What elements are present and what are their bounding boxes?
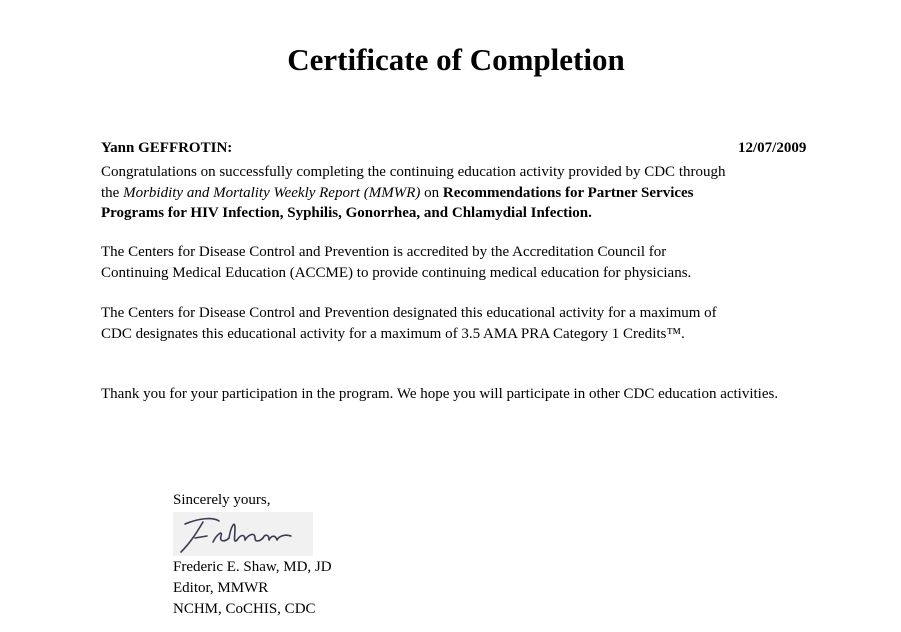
certificate-title: Certificate of Completion [287, 42, 625, 77]
signer-block [173, 557, 332, 620]
signer-role: Editor, MMWR [173, 580, 269, 596]
accreditation-paragraph [101, 242, 691, 283]
credit-designation-paragraph [101, 303, 717, 344]
text-segment: on [420, 184, 443, 201]
paragraph-line: Continuing Medical Education (ACCME) to provide continuing medical education for physicians. [101, 264, 692, 281]
signature-image [173, 512, 313, 556]
report-title: Morbidity and Mortality Weekly Report (MMWR) [123, 184, 421, 201]
signer-name: Frederic E. Shaw, MD, JD [173, 559, 332, 575]
course-title-continued: Programs for HIV Infection, Syphilis, Gonorrhea, and Chlamydial Infection. [101, 205, 592, 221]
paragraph-line: Thank you for your participation in the program. We hope you will participate in other CDC education activities. [101, 386, 779, 402]
text-segment: the [101, 184, 124, 201]
paragraph-line: The Centers for Disease Control and Prevention is accredited by the Accreditation Council for [101, 244, 667, 260]
paragraph-line: Congratulations on successfully completing the continuing education activity provided by CDC through [101, 164, 726, 180]
congratulations-paragraph [101, 162, 725, 224]
signer-organization: NCHM, CoCHIS, CDC [173, 601, 316, 617]
paragraph-line: CDC designates this educational activity for a maximum of 3.5 AMA PRA Category 1 Credits™. [101, 325, 685, 342]
thank-you-paragraph [101, 384, 778, 405]
salutation: Sincerely yours, [173, 492, 271, 508]
completion-date: 12/07/2009 [738, 140, 807, 156]
recipient-name: Yann GEFFROTIN: [101, 140, 233, 156]
course-title: Recommendations for Partner Services [442, 184, 694, 201]
paragraph-line: The Centers for Disease Control and Prevention designated this educational activity for a maximum of [101, 305, 717, 321]
paragraph-line [101, 183, 725, 204]
